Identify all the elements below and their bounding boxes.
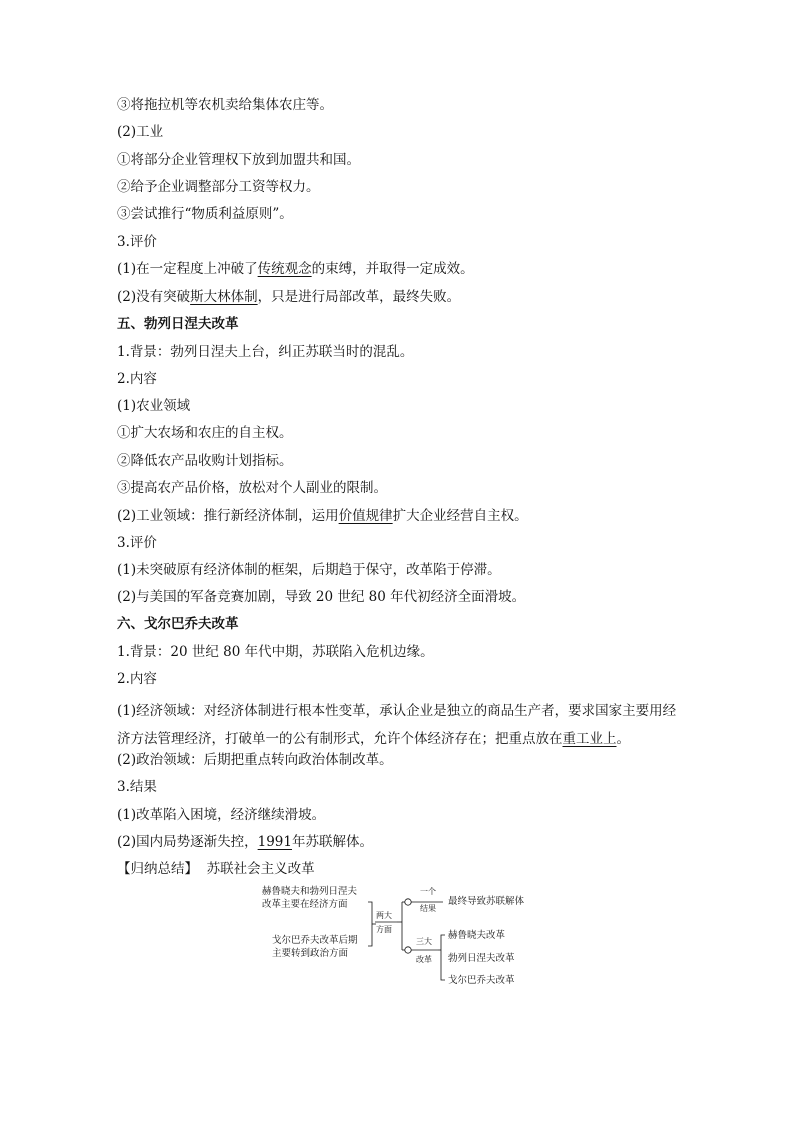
diagram-branch-label: 一个 (420, 887, 436, 896)
diagram-left-text: 主要转到政治方面 (272, 948, 349, 959)
text-line: (2)与美国的军备竞赛加剧，导致 20 世纪 80 年代初经济全面滑坡。 (117, 589, 526, 605)
diagram-mid-label: 两大 (376, 911, 392, 920)
text-segment: 年苏联解体。 (291, 834, 373, 850)
underlined-keyword: 重工业上 (562, 731, 617, 747)
subheading-evaluation: 3.评价 (117, 234, 157, 250)
text-line: ①扩大农场和农庄的自主权。 (117, 425, 293, 441)
text-line: ③尝试推行“物质利益原则”。 (117, 206, 293, 222)
text-line (117, 288, 460, 306)
text-line: (1)改革陷入困境，经济继续滑坡。 (117, 807, 326, 823)
subheading-result: 3.结果 (117, 779, 157, 795)
text-paragraph (117, 697, 679, 753)
diagram-mid-label: 方面 (376, 925, 392, 934)
text-line: ①将部分企业管理权下放到加盟共和国。 (117, 152, 360, 168)
text-line (117, 833, 373, 851)
subheading-content: 2.内容 (117, 371, 157, 387)
text-segment: 的束缚，并取得一定成效。 (311, 261, 474, 277)
text-line: ③提高农产品价格，放松对个人副业的限制。 (117, 480, 387, 496)
section-heading-gorbachev: 六、戈尔巴乔夫改革 (117, 616, 239, 632)
text-segment: 。 (616, 731, 630, 747)
text-segment: (2)工业领域：推行新经济体制，运用 (117, 508, 339, 524)
subheading-evaluation: 3.评价 (117, 535, 157, 551)
text-line: ②降低农产品收购计划指标。 (117, 453, 293, 469)
text-line: ③将拖拉机等农机卖给集体农庄等。 (117, 97, 333, 113)
text-segment: ，只是进行局部改革，最终失败。 (257, 289, 461, 305)
text-segment: (2)国内局势逐渐失控， (117, 834, 258, 850)
summary-heading (117, 860, 315, 878)
text-line: (2)政治领域：后期把重点转向政治体制改革。 (117, 752, 393, 768)
text-segment: (1)在一定程度上冲破了 (117, 261, 258, 277)
diagram-reform-item: 赫鲁晓夫改革 (448, 930, 506, 941)
summary-diagram (250, 880, 550, 990)
diagram-left-text: 赫鲁晓夫和勃列日涅夫 (262, 886, 358, 897)
diagram-branch-label: 结果 (420, 904, 436, 913)
underlined-keyword: 价值规律 (338, 508, 393, 524)
subheading-industry: (2)工业 (117, 124, 164, 140)
diagram-result-text: 最终导致苏联解体 (448, 896, 525, 907)
diagram-node (405, 947, 411, 953)
underlined-keyword: 传统观念 (257, 261, 312, 277)
text-line: 1.背景：勃列日涅夫上台，纠正苏联当时的混乱。 (117, 344, 414, 360)
text-segment: (2)没有突破 (117, 289, 191, 305)
summary-tag: 【归纳总结】 (117, 861, 198, 877)
text-line: (1)未突破原有经济体制的框架，后期趋于保守，改革陷于停滞。 (117, 562, 501, 578)
summary-title: 苏联社会主义改革 (206, 861, 315, 877)
diagram-reform-item: 戈尔巴乔夫改革 (448, 975, 515, 986)
diagram-bracket (368, 902, 372, 946)
subheading-content: 2.内容 (117, 671, 157, 687)
diagram-bracket (441, 935, 445, 980)
text-line: 1.背景：20 世纪 80 年代中期，苏联陷入危机边缘。 (117, 644, 434, 660)
diagram-reform-item: 勃列日涅夫改革 (448, 953, 515, 964)
text-line: ②给予企业调整部分工资等权力。 (117, 179, 320, 195)
diagram-left-text: 戈尔巴乔夫改革后期 (272, 935, 358, 946)
diagram-branch-label: 三大 (416, 937, 432, 946)
underlined-keyword: 1991 (257, 834, 292, 850)
underlined-keyword: 斯大林体制 (190, 289, 258, 305)
subheading-agriculture: (1)农业领域 (117, 398, 191, 414)
diagram-branch-label: 改革 (416, 955, 432, 964)
text-line (117, 260, 474, 278)
text-segment: (1)经济领域：对经济体制进行根本性变革，承认企业是独立的商品生产者，要求国家主要用经济方法管理经济，打破单一的公有制形式，允许个体经济存在；把重点放在 (117, 703, 677, 747)
text-line (117, 507, 528, 525)
diagram-node (405, 899, 411, 905)
section-heading-brezhnev: 五、勃列日涅夫改革 (117, 316, 239, 332)
diagram-left-text: 改革主要在经济方面 (262, 899, 348, 910)
text-segment: 扩大企业经营自主权。 (392, 508, 528, 524)
